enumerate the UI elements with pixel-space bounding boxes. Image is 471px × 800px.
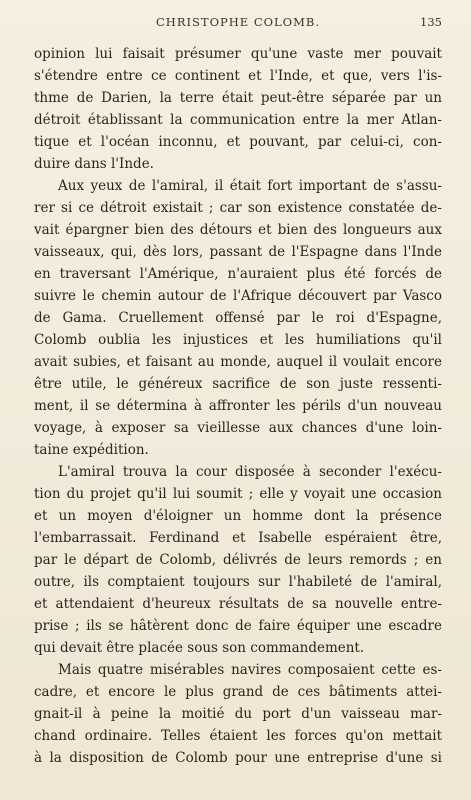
page-number: 135: [420, 15, 442, 29]
text-line: qui devait être placée sous son commandement.: [34, 640, 365, 656]
text-line: Mais quatre misérables navires composaient cette es-: [58, 662, 442, 678]
text-line: de Gama. Cruellement offensé par le roi d'Espagne,: [34, 310, 442, 326]
text-line: taine expédition.: [34, 442, 149, 458]
text-line: cadre, et encore le plus grand de ces bâtiments attei-: [34, 684, 442, 700]
text-line: ment, il se détermina à affronter les périls d'un nouveau: [34, 398, 442, 414]
paragraph-1: [34, 43, 442, 175]
text-line: voyage, à exposer sa vieillesse aux chances d'une loin-: [34, 420, 442, 436]
text-line: avait subies, et faisant au monde, auquel il voulait encore: [34, 354, 442, 370]
text-line: duire dans l'Inde.: [34, 156, 154, 172]
text-line: outre, ils comptaient toujours sur l'habileté de l'amiral,: [34, 574, 442, 590]
running-title: CHRISTOPHE COLOMB.: [156, 15, 320, 29]
body-text: [34, 43, 442, 769]
paragraph-3: [34, 461, 442, 659]
text-line: en traversant l'Amérique, n'auraient plus été forcés de: [34, 266, 442, 282]
text-line: thme de Darien, la terre était peut-être séparée par un: [34, 90, 442, 106]
text-line: vait épargner bien des détours et bien des longueurs aux: [34, 222, 442, 238]
text-line: tique et l'océan inconnu, et pouvant, par celui-ci, con-: [34, 134, 442, 150]
text-line: prise ; ils se hâtèrent donc de faire équiper une escadre: [34, 618, 442, 634]
text-line: vaisseaux, qui, dès lors, passant de l'Espagne dans l'Inde: [34, 244, 442, 260]
paragraph-2: [34, 175, 442, 461]
text-line: à la disposition de Colomb pour une entreprise d'une si: [34, 750, 442, 766]
text-line: tion du projet qu'il lui soumit ; elle y voyait une occasion: [34, 486, 442, 502]
text-line: opinion lui faisait présumer qu'une vaste mer pouvait: [34, 46, 442, 62]
text-line: et un moyen d'éloigner un homme dont la présence: [34, 508, 442, 524]
running-head: [34, 15, 442, 35]
text-line: chand ordinaire. Telles étaient les forces qu'on mettait: [34, 728, 442, 744]
text-line: par le départ de Colomb, délivrés de leurs remords ; en: [34, 552, 442, 568]
text-line: et attendaient d'heureux résultats de sa nouvelle entre-: [34, 596, 442, 612]
text-line: gnait-il à peine la moitié du port d'un vaisseau mar-: [34, 706, 442, 722]
text-line: rer si ce détroit existait ; car son existence constatée de-: [34, 200, 442, 216]
text-line: suivre le chemin autour de l'Afrique découvert par Vasco: [34, 288, 442, 304]
paragraph-4: [34, 659, 442, 769]
text-line: Colomb oublia les injustices et les humiliations qu'il: [34, 332, 442, 348]
text-line: l'embarrassait. Ferdinand et Isabelle espéraient être,: [34, 530, 442, 546]
text-line: L'amiral trouva la cour disposée à seconder l'exécu-: [58, 464, 442, 480]
text-line: être utile, le généreux sacrifice de son juste ressenti-: [34, 376, 442, 392]
text-line: s'étendre entre ce continent et l'Inde, et que, vers l'is-: [34, 68, 442, 84]
text-line: détroit établissant la communication entre la mer Atlan-: [34, 112, 442, 128]
text-line: Aux yeux de l'amiral, il était fort important de s'assu-: [58, 178, 442, 194]
